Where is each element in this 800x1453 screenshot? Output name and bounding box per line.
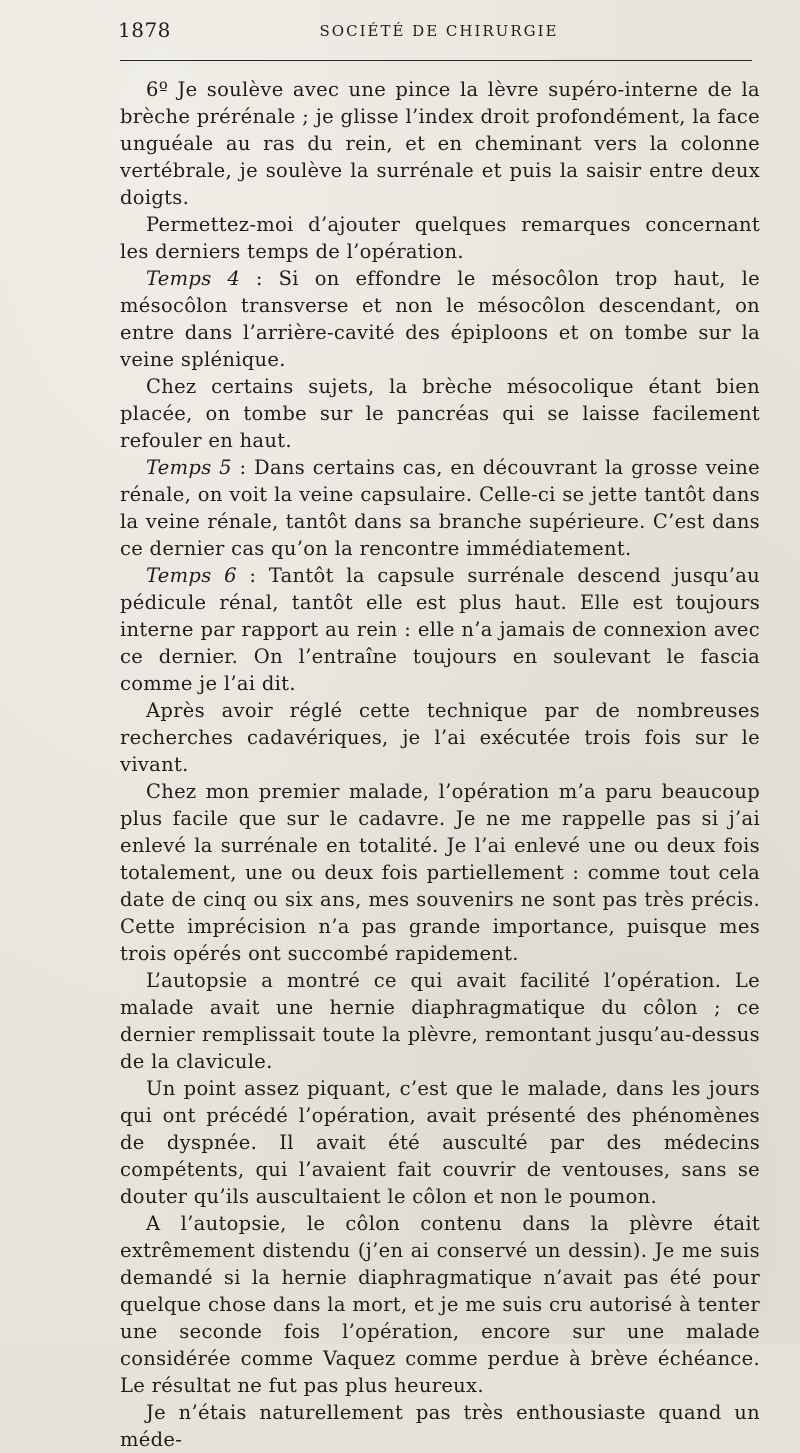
paragraph-text: 6º Je soulève avec une pince la lèvre supéro-interne de la brèche prérénale ; je glisse l’index droit profondément, la face unguéale au ras du rein, et en cheminant vers la colonne vertébrale, je soulève la surrénale et puis la saisir entre deux doigts. (120, 78, 760, 209)
paragraph-text: Permettez-moi d’ajouter quelques remarques concernant les derniers temps de l’opération. (120, 213, 760, 263)
header-rule (120, 60, 752, 61)
paragraph-text: A l’autopsie, le côlon contenu dans la plèvre était extrêmement distendu (j’en ai conservé un dessin). Je me suis demandé si la hernie diaphragmatique n’avait pas été pour quelque chose dans la mort, et je me suis cru autorisé à tenter une seconde fois l’opération, encore sur une malade considérée comme Vaquez comme perdue à brève échéance. Le résultat ne fut pas plus heureux. (120, 1212, 760, 1397)
paragraph (120, 562, 760, 697)
running-head: SOCIÉTÉ DE CHIRURGIE (319, 22, 559, 40)
paragraph-text: Un point assez piquant, c’est que le malade, dans les jours qui ont précédé l’opération, avait présenté des phénomènes de dyspnée. Il avait été ausculté par des médecins compétents, qui l’avaient fait couvrir de ventouses, sans se douter qu’ils auscultaient le côlon et non le poumon. (120, 1077, 760, 1208)
page-header (118, 14, 760, 44)
paragraph (120, 373, 760, 454)
paragraph-text: L’autopsie a montré ce qui avait facilité l’opération. Le malade avait une hernie diaphragmatique du côlon ; ce dernier remplissait toute la plèvre, remontant jusqu’au-dessus de la clavicule. (120, 969, 760, 1073)
paragraph-lead: Temps 4 (146, 267, 241, 290)
paragraph-lead: Temps 5 (146, 456, 232, 479)
paragraph (120, 697, 760, 778)
paragraph-text: Après avoir réglé cette technique par de nombreuses recherches cadavériques, je l’ai exécutée trois fois sur le vivant. (120, 699, 760, 776)
paragraph (120, 778, 760, 967)
paragraph-text: : Dans certains cas, en découvrant la grosse veine rénale, on voit la veine capsulaire. Celle-ci se jette tantôt dans la veine rénale, tantôt dans sa branche supérieure. C’est dans ce dernier cas qu’on la rencontre immédiatement. (120, 456, 761, 560)
paragraph (120, 454, 760, 562)
paragraph-text: Je n’étais naturellement pas très enthousiaste quand un méde- (120, 1401, 760, 1451)
body-text (120, 76, 760, 1453)
paragraph (120, 1210, 760, 1399)
paragraph (120, 265, 760, 373)
page-number: 1878 (118, 18, 171, 42)
paragraph-lead: Temps 6 (146, 564, 237, 587)
paragraph (120, 211, 760, 265)
paragraph-text: Chez certains sujets, la brèche mésocolique étant bien placée, on tombe sur le pancréas qui se laisse facilement refouler en haut. (120, 375, 760, 452)
paragraph (120, 1075, 760, 1210)
paragraph-text: Chez mon premier malade, l’opération m’a paru beaucoup plus facile que sur le cadavre. Je ne me rappelle pas si j’ai enlevé la surrénale en totalité. Je l’ai enlevé une ou deux fois totalement, une ou deux fois partiellement : comme tout cela date de cinq ou six ans, mes souvenirs ne sont pas très précis. Cette imprécision n’a pas grande importance, puisque mes trois opérés ont succombé rapidement. (120, 780, 760, 965)
paragraph-text: : Si on effondre le mésocôlon trop haut, le mésocôlon transverse et non le mésocôlon descendant, on entre dans l’arrière-cavité des épiploons et on tombe sur la veine splénique. (120, 267, 760, 371)
paragraph-text: : Tantôt la capsule surrénale descend jusqu’au pédicule rénal, tantôt elle est plus haut. Elle est toujours interne par rapport au rein : elle n’a jamais de connexion avec ce dernier. On l’entraîne toujours en soulevant le fascia comme je l’ai dit. (120, 564, 760, 695)
paragraph (120, 76, 760, 211)
paragraph (120, 967, 760, 1075)
paragraph (120, 1399, 760, 1453)
